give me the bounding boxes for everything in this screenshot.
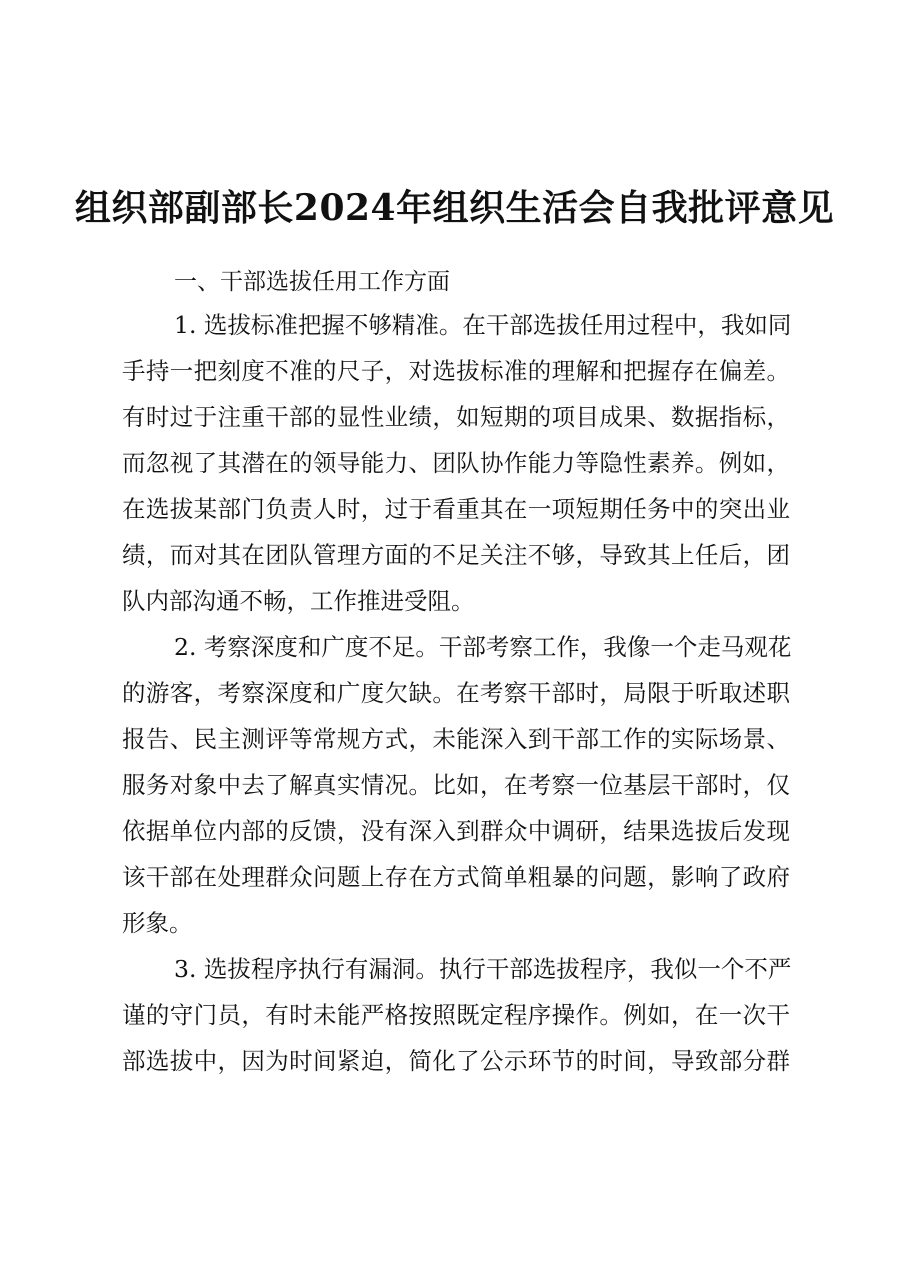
paragraph-line: 而忽视了其潜在的领导能力、团队协作能力等隐性素养。例如， (122, 449, 790, 477)
paragraph-line: 在选拔某部门负责人时，过于看重其在一项短期任务中的突出业 (122, 495, 790, 523)
paragraph-line: 依据单位内部的反馈，没有深入到群众中调研，结果选拔后发现 (122, 817, 790, 845)
paragraph-line: 绩，而对其在团队管理方面的不足关注不够，导致其上任后，团 (122, 541, 790, 569)
section-heading: 一、干部选拔任用工作方面 (174, 269, 450, 295)
paragraph-line: 该干部在处理群众问题上存在方式简单粗暴的问题，影响了政府 (122, 863, 790, 891)
paragraph-line: 形象。 (122, 909, 193, 937)
paragraph-line: 手持一把刻度不准的尺子，对选拔标准的理解和把握存在偏差。 (122, 357, 790, 385)
paragraph-line: 队内部沟通不畅，工作推进受阻。 (122, 587, 475, 615)
paragraph-1 (122, 302, 790, 624)
document-body (122, 262, 790, 1084)
paragraph-line: 服务对象中去了解真实情况。比如，在考察一位基层干部时，仅 (122, 771, 790, 799)
paragraph-line: 谨的守门员，有时未能严格按照既定程序操作。例如，在一次干 (122, 1001, 790, 1029)
paragraph-line: 部选拔中，因为时间紧迫，简化了公示环节的时间，导致部分群 (122, 1047, 790, 1075)
paragraph-line: 1. 选拔标准把握不够精准。在干部选拔任用过程中，我如同 (174, 311, 792, 339)
paragraph-line: 的游客，考察深度和广度欠缺。在考察干部时，局限于听取述职 (122, 679, 790, 707)
paragraph-3 (122, 946, 790, 1084)
document-title: 组织部副部长2024年组织生活会自我批评意见 (74, 187, 835, 229)
paragraph-line: 有时过于注重干部的显性业绩，如短期的项目成果、数据指标， (122, 403, 790, 431)
paragraph-line: 3. 选拔程序执行有漏洞。执行干部选拔程序，我似一个不严 (174, 955, 792, 983)
paragraph-2 (122, 624, 790, 946)
paragraph-line: 报告、民主测评等常规方式，未能深入到干部工作的实际场景、 (122, 725, 790, 753)
paragraph-line: 2. 考察深度和广度不足。干部考察工作，我像一个走马观花 (174, 633, 792, 661)
